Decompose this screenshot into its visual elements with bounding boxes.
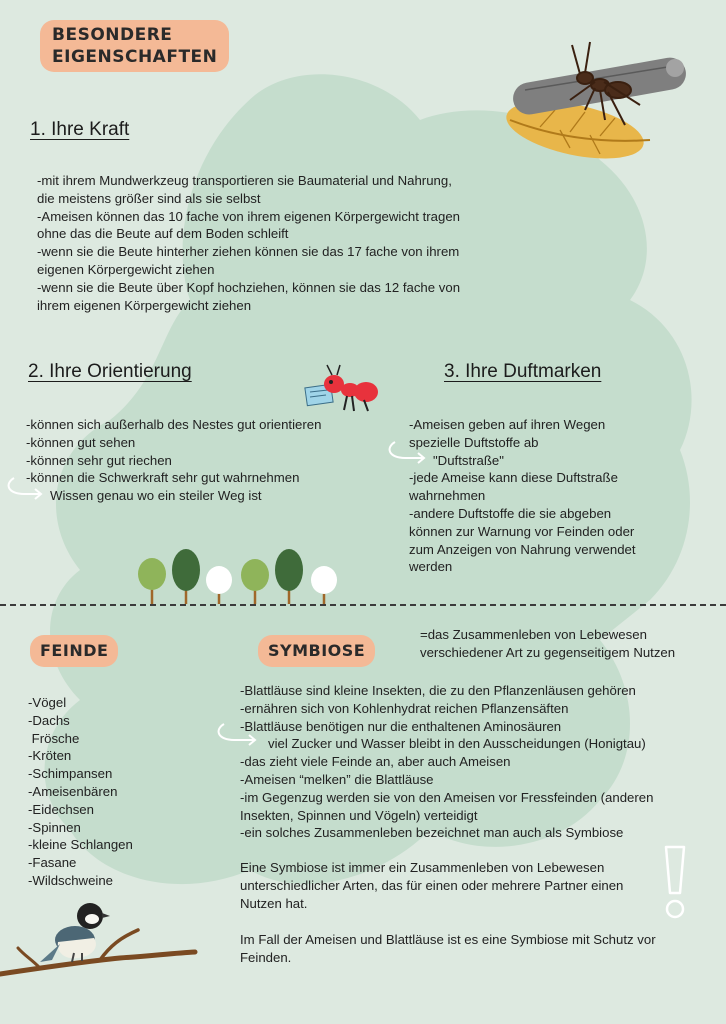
duftmarken-text	[409, 416, 636, 576]
feinde-list	[28, 694, 133, 890]
kraft-line: -mit ihrem Mundwerkzeug transportieren sie Baumaterial und Nahrung,	[37, 173, 452, 188]
duftmarken-line: zum Anzeigen von Nahrung verwendet	[409, 541, 636, 557]
title-line-1: BESONDERE	[52, 25, 173, 45]
curved-arrow-icon	[385, 440, 429, 464]
ant-on-leaf-illustration	[500, 40, 700, 175]
symbiose-line: Insekten, Spinnen und Vögeln) verteidigt	[240, 807, 478, 823]
paragraph-line: Feinden.	[240, 949, 292, 965]
duftmarken-line: -andere Duftstoffe die sie abgeben	[409, 505, 612, 521]
symbiose-paragraph-1	[240, 859, 623, 912]
tree-row-illustration	[134, 548, 344, 606]
paragraph-line: Im Fall der Ameisen und Blattläuse ist es eine Symbiose mit Schutz vor	[240, 932, 656, 947]
list-item: -Ameisenbären	[28, 783, 118, 799]
kraft-line: die meistens größer sind als sie selbst	[37, 190, 261, 206]
kraft-line: ohne das die Beute auf dem Boden schleift	[37, 226, 289, 242]
orientierung-line: -können sich außerhalb des Nestes gut orientieren	[26, 417, 322, 432]
duftmarken-line: wahrnehmen	[409, 488, 486, 504]
symbiose-text	[240, 682, 653, 842]
definition-line: =das Zusammenleben von Lebewesen	[420, 627, 647, 642]
orientierung-indented-line: Wissen genau wo ein steiler Weg ist	[50, 488, 262, 504]
list-item: Frösche	[28, 730, 80, 746]
duftmarken-line: spezielle Duftstoffe ab	[409, 434, 539, 450]
list-item: -Schimpansen	[28, 766, 113, 782]
paragraph-line: Eine Symbiose ist immer ein Zusammenleben von Lebewesen	[240, 860, 605, 875]
symbiose-definition	[420, 626, 675, 662]
symbiose-indented-line: viel Zucker und Wasser bleibt in den Ausscheidungen (Honigtau)	[268, 736, 646, 752]
symbiose-badge: SYMBIOSE	[258, 635, 375, 667]
section-divider	[0, 604, 726, 606]
title-line-2: EIGENSCHAFTEN	[52, 47, 218, 67]
orientierung-line: -können die Schwerkraft sehr gut wahrnehmen	[26, 470, 300, 486]
list-item: -Spinnen	[28, 819, 81, 835]
symbiose-line: -Ameisen “melken” die Blattläuse	[240, 771, 434, 787]
curved-arrow-icon	[4, 476, 46, 500]
kraft-line: ihrem eigenen Körpergewicht ziehen	[37, 297, 252, 313]
list-item: -Wildschweine	[28, 872, 114, 888]
kraft-line: -wenn sie die Beute hinterher ziehen können sie das 17 fache von ihrem	[37, 244, 460, 260]
symbiose-line: -das zieht viele Feinde an, aber auch Ameisen	[240, 754, 511, 770]
bird-on-branch-illustration	[0, 898, 200, 984]
duftmarken-line: -Ameisen geben auf ihren Wegen	[409, 417, 606, 432]
symbiose-line: -Blattläuse sind kleine Insekten, die zu den Pflanzenläusen gehören	[240, 683, 636, 698]
orientierung-line: -können gut sehen	[26, 434, 136, 450]
exclamation-icon	[660, 843, 690, 921]
symbiose-line: -ernähren sich von Kohlenhydrat reichen Pflanzensäften	[240, 700, 569, 716]
list-item: -Eidechsen	[28, 801, 94, 817]
duftmarken-heading: 3. Ihre Duftmarken	[444, 361, 602, 382]
symbiose-line: -im Gegenzug werden sie von den Ameisen vor Fressfeinden (anderen	[240, 789, 654, 805]
paragraph-line: unterschiedlicher Arten, das für einen oder mehrere Partner einen	[240, 877, 624, 893]
list-item: -kleine Schlangen	[28, 837, 133, 853]
orientierung-line: -können sehr gut riechen	[26, 452, 172, 468]
ant-with-map-illustration	[302, 362, 380, 414]
orientierung-text	[26, 416, 321, 505]
duftmarken-line: können zur Warnung vor Feinden oder	[409, 523, 635, 539]
kraft-text	[37, 172, 460, 314]
duftmarken-line: -jede Ameise kann diese Duftstraße	[409, 470, 618, 486]
curved-arrow-icon	[214, 722, 260, 746]
symbiose-line: -ein solches Zusammenleben bezeichnet man auch als Symbiose	[240, 825, 624, 841]
list-item: -Fasane	[28, 855, 77, 871]
list-item: -Dachs	[28, 712, 70, 728]
kraft-line: eigenen Körpergewicht ziehen	[37, 261, 215, 277]
kraft-line: -wenn sie die Beute über Kopf hochziehen, können sie das 12 fache von	[37, 279, 461, 295]
symbiose-paragraph-2	[240, 931, 656, 967]
orientierung-heading: 2. Ihre Orientierung	[28, 361, 192, 382]
feinde-badge: FEINDE	[30, 635, 118, 667]
list-item: -Vögel	[28, 695, 67, 710]
duftmarken-indented-line: "Duftstraße"	[433, 452, 504, 468]
symbiose-line: -Blattläuse benötigen nur die enthaltenen Aminosäuren	[240, 718, 562, 734]
kraft-line: -Ameisen können das 10 fache von ihrem eigenen Körpergewicht tragen	[37, 208, 460, 224]
list-item: -Kröten	[28, 748, 72, 764]
duftmarken-line: werden	[409, 559, 453, 575]
definition-line: verschiedener Art zu gegenseitigem Nutzen	[420, 644, 676, 660]
section-title-badge	[40, 20, 229, 72]
paragraph-line: Nutzen hat.	[240, 895, 308, 911]
kraft-heading: 1. Ihre Kraft	[30, 119, 130, 140]
